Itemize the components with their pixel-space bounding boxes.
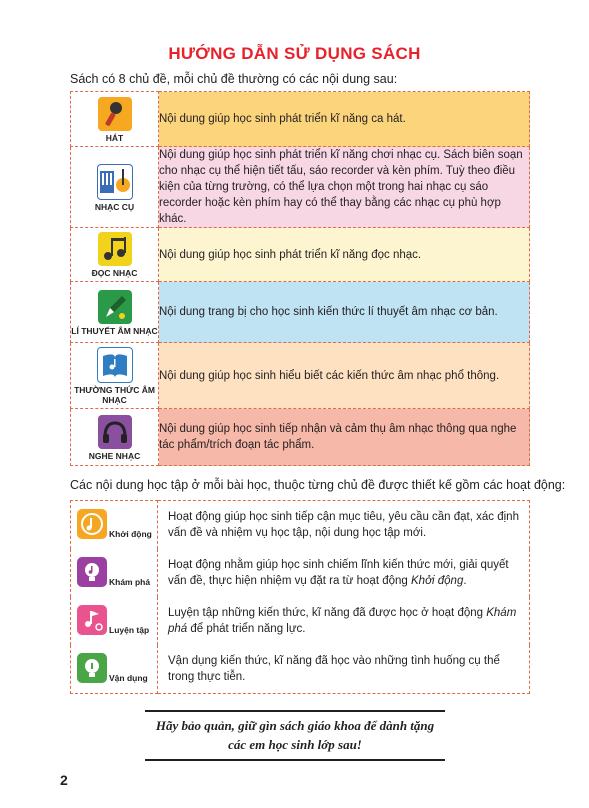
activity-row-luyen-tap	[71, 597, 530, 645]
topic-desc: Nội dung giúp học sinh hiểu biết các kiến thức âm nhạc phổ thông.	[159, 343, 530, 409]
note-line-2: các em học sinh lớp sau!	[228, 737, 362, 752]
headphones-icon	[98, 415, 132, 449]
activity-desc: Hoạt động nhằm giúp học sinh chiếm lĩnh kiến thức mới, giải quyết vấn đề, thực hiện nhiệm vụ đặt ra từ hoạt động Khởi động.	[158, 549, 530, 597]
music-face-icon	[77, 509, 107, 539]
topic-desc: Nội dung giúp học sinh phát triển kĩ năng đọc nhạc.	[159, 228, 530, 282]
book-icon	[97, 347, 133, 383]
topic-desc: Nội dung giúp học sinh tiếp nhận và cảm thụ âm nhạc thông qua nghe tác phẩm/trích đoạn tác phẩm.	[159, 409, 530, 466]
activity-desc: Vận dụng kiến thức, kĩ năng đã học vào những tình huống cụ thể trong thực tiễn.	[158, 645, 530, 694]
intro-text: Sách có 8 chủ đề, mỗi chủ đề thường có các nội dung sau:	[70, 72, 398, 86]
topic-row-hat	[71, 92, 530, 147]
topic-desc: Nội dung trang bị cho học sinh kiến thức lí thuyết âm nhạc cơ bản.	[159, 282, 530, 343]
preservation-note	[145, 710, 445, 761]
topic-row-nghe-nhac	[71, 409, 530, 466]
topic-row-doc-nhac	[71, 228, 530, 282]
activities-table	[70, 500, 530, 694]
microphone-icon	[98, 97, 132, 131]
activity-row-khoi-dong	[71, 501, 530, 550]
music-note-gears-icon	[77, 605, 107, 635]
activity-row-kham-pha	[71, 549, 530, 597]
pen-icon	[98, 290, 132, 324]
activities-intro: Các nội dung học tập ở mỗi bài học, thuộc từng chủ đề được thiết kế gồm các hoạt động:	[70, 478, 566, 492]
activity-label: Khám phá	[109, 577, 151, 587]
note-line-1: Hãy bảo quản, giữ gìn sách giáo khoa để dành tặng	[155, 718, 435, 733]
activity-desc: Luyện tập những kiến thức, kĩ năng đã được học ở hoạt động Khám phá để phát triển năng lực.	[158, 597, 530, 645]
topic-label: ĐỌC NHẠC	[91, 268, 138, 278]
topic-row-li-thuyet	[71, 282, 530, 343]
topics-table	[70, 91, 530, 466]
topic-label: NGHE NHẠC	[88, 450, 141, 461]
topic-label: NHẠC CỤ	[94, 201, 135, 212]
activity-label: Vận dụng	[109, 673, 148, 683]
bulb-icon	[77, 653, 107, 683]
topic-desc: Nội dung giúp học sinh phát triển kĩ năng ca hát.	[159, 92, 530, 147]
instruments-icon	[97, 164, 133, 200]
lightbulb-note-icon	[77, 557, 107, 587]
activity-label: Luyện tập	[109, 625, 150, 635]
page-title: HƯỚNG DẪN SỬ DỤNG SÁCH	[168, 44, 421, 63]
activity-desc: Hoạt động giúp học sinh tiếp cận mục tiêu, yêu cầu cần đạt, xác định vấn đề và nhiệm vụ học tập, nội dung học tập mới.	[158, 501, 530, 550]
activity-label: Khởi động	[109, 529, 152, 539]
topic-label: LÍ THUYẾT ÂM NHẠC	[71, 325, 158, 336]
topic-label: HÁT	[105, 132, 124, 143]
topic-row-thuong-thuc	[71, 343, 530, 409]
page-number: 2	[60, 772, 68, 788]
topic-desc: Nội dung giúp học sinh phát triển kĩ năng chơi nhạc cụ. Sách biên soạn cho nhạc cụ thể hiện tiết tấu, sáo recorder và kèn phím. Tuỳ theo điều kiện của từng trường, có thể lựa chọn một trong hai nhạc cụ sáo recorder hoặc kèn phím hay có thể thay bằng các nhạc cụ phù hợp khác.	[159, 147, 530, 228]
topic-row-nhac-cu	[71, 147, 530, 228]
topic-label: THƯỜNG THỨC ÂM NHẠC	[74, 385, 155, 405]
music-notes-icon	[98, 232, 132, 266]
activity-row-van-dung	[71, 645, 530, 694]
